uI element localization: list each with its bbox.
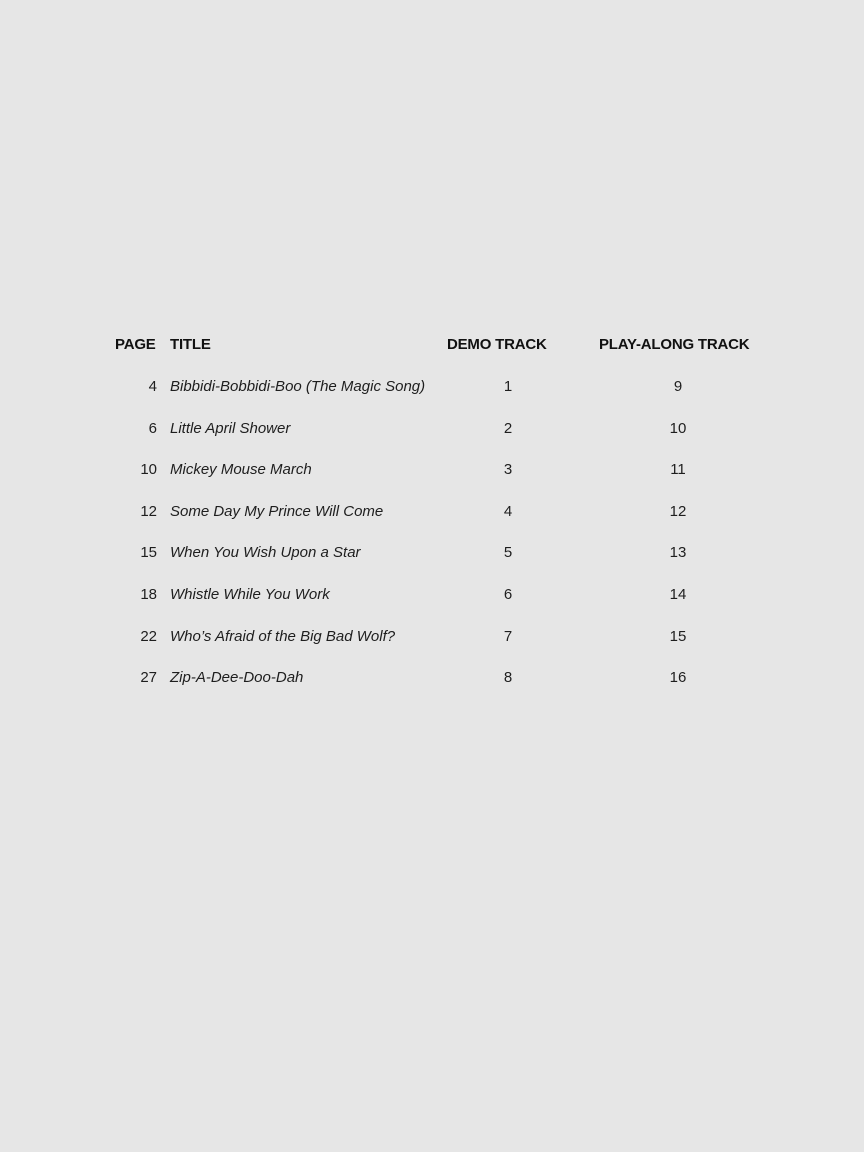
play-along-track-number: 15 [669,627,687,645]
song-title: Bibbidi-Bobbidi-Boo (The Magic Song) [170,378,426,395]
play-along-track-number: 16 [669,669,687,687]
page-number: 10 [140,461,157,479]
table-of-contents-header [0,336,864,356]
header-page: PAGE [115,336,156,353]
song-title: Whistle While You Work [170,585,330,603]
demo-track-number: 2 [503,419,513,437]
demo-track-number: 5 [503,544,513,562]
page-number: 27 [140,669,157,687]
page-number: 4 [148,378,157,395]
page-number: 18 [140,585,157,603]
table-row [0,669,864,711]
song-title: Little April Shower [170,419,291,437]
header-play-along-track: PLAY-ALONG TRACK [599,336,750,353]
demo-track-number: 7 [503,627,513,645]
play-along-track-number: 9 [673,378,683,395]
page-number: 22 [140,627,157,645]
table-row [0,461,864,503]
page-number: 12 [140,502,157,520]
demo-track-number: 4 [503,502,513,520]
demo-track-number: 6 [503,585,513,603]
play-along-track-number: 13 [669,544,687,562]
page-number: 15 [140,544,157,562]
play-along-track-number: 10 [669,419,687,437]
table-row [0,628,864,670]
demo-track-number: 1 [503,378,513,395]
play-along-track-number: 11 [670,461,686,479]
table-row [0,586,864,628]
song-title: Zip-A-Dee-Doo-Dah [170,669,304,687]
header-demo-track: DEMO TRACK [447,336,547,353]
song-title: When You Wish Upon a Star [170,544,361,562]
table-of-contents-list [0,378,864,711]
table-row [0,420,864,462]
song-title: Mickey Mouse March [170,461,312,479]
play-along-track-number: 12 [669,502,687,520]
table-row [0,503,864,545]
table-row [0,378,864,420]
page-number: 6 [148,419,157,437]
song-title: Some Day My Prince Will Come [170,502,384,520]
demo-track-number: 8 [503,669,513,687]
table-row [0,544,864,586]
demo-track-number: 3 [503,461,513,479]
song-title: Who’s Afraid of the Big Bad Wolf? [170,627,396,645]
header-title: TITLE [170,336,211,353]
play-along-track-number: 14 [669,585,687,603]
